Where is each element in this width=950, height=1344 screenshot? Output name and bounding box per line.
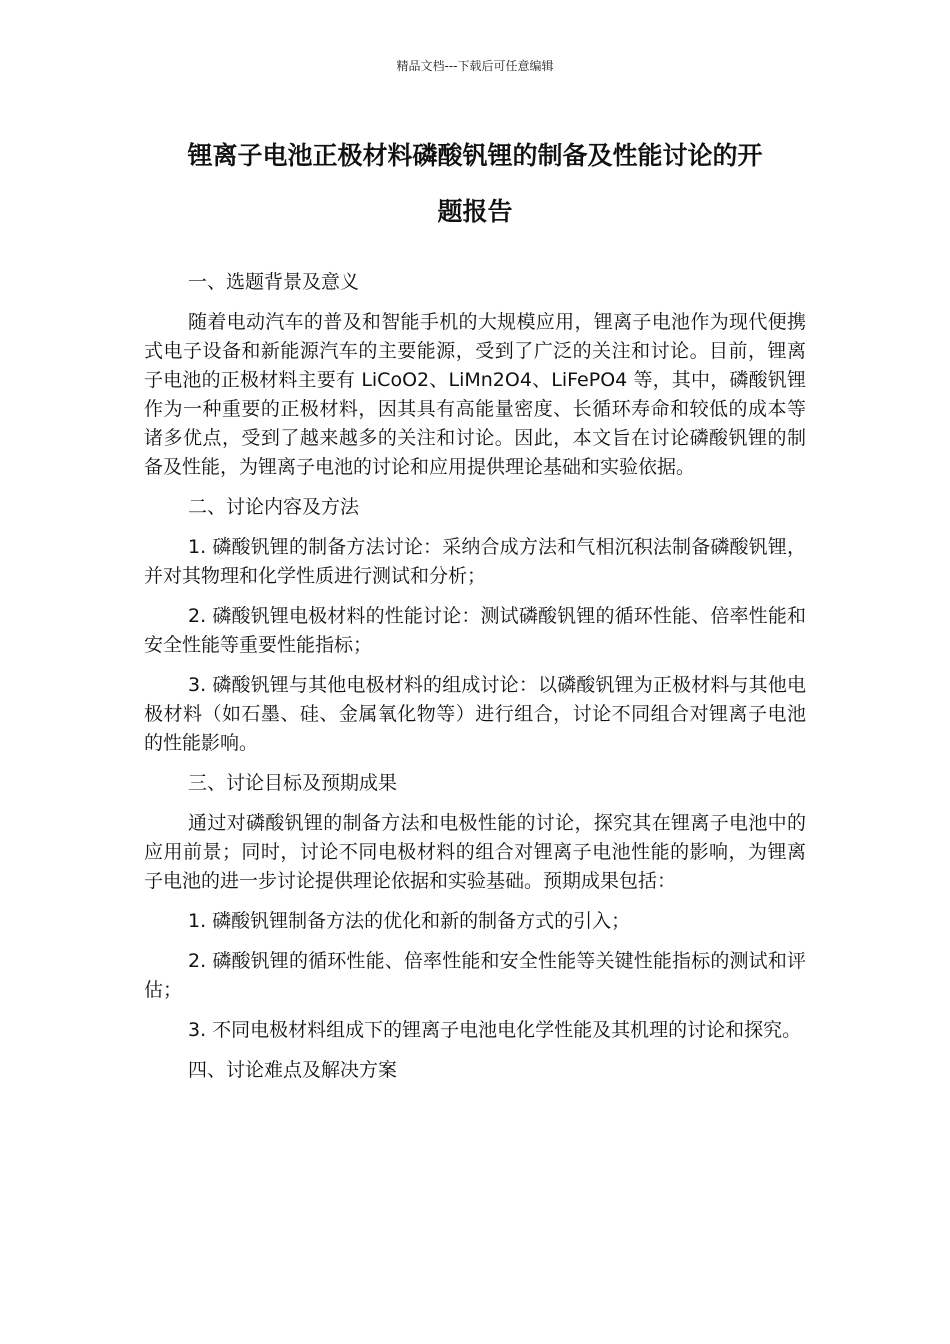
section-heading-goals: 三、讨论目标及预期成果: [188, 772, 398, 794]
section-heading-difficulties: 四、讨论难点及解决方案: [188, 1059, 398, 1081]
document-body: [144, 268, 806, 1096]
list-item-composition: 3. 磷酸钒锂与其他电极材料的组成讨论：以磷酸钒锂为正极材料与其他电极材料（如石墨、硅、金属氧化物等）进行组合，讨论不同组合对锂离子电池的性能影响。: [144, 674, 806, 754]
section-heading-content-methods: 二、讨论内容及方法: [188, 496, 360, 518]
header-note: 精品文档---下载后可任意编辑: [396, 59, 554, 73]
list-item-outcome-3: 3. 不同电极材料组成下的锂离子电池电化学性能及其机理的讨论和探究。: [188, 1019, 802, 1041]
section-heading-background: 一、选题背景及意义: [188, 271, 360, 293]
list-item-outcome-1: 1. 磷酸钒锂制备方法的优化和新的制备方式的引入；: [188, 910, 631, 932]
list-item-performance: 2. 磷酸钒锂电极材料的性能讨论：测试磷酸钒锂的循环性能、倍率性能和安全性能等重要性能指标；: [144, 605, 806, 656]
document-title: [140, 128, 810, 240]
list-item-outcome-2: 2. 磷酸钒锂的循环性能、倍率性能和安全性能等关键性能指标的测试和评估；: [144, 950, 806, 1001]
paragraph-background: 随着电动汽车的普及和智能手机的大规模应用，锂离子电池作为现代便携式电子设备和新能源汽车的主要能源，受到了广泛的关注和讨论。目前，锂离子电池的正极材料主要有 LiCoO2、LiMn2O4、LiFePO4 等，其中，磷酸钒锂作为一种重要的正极材料，因其具有高能量密度、长循环寿命和较低的成本等诸多优点，受到了越来越多的关注和讨论。因此，本文旨在讨论磷酸钒锂的制备及性能，为锂离子电池的讨论和应用提供理论基础和实验依据。: [144, 311, 806, 478]
paragraph-goals: 通过对磷酸钒锂的制备方法和电极性能的讨论，探究其在锂离子电池中的应用前景；同时，讨论不同电极材料的组合对锂离子电池性能的影响，为锂离子电池的进一步讨论提供理论依据和实验基础。预期成果包括：: [144, 812, 806, 892]
title-line-1: 锂离子电池正极材料磷酸钒锂的制备及性能讨论的开: [187, 141, 763, 170]
title-line-2: 题报告: [437, 197, 513, 226]
list-item-preparation: 1. 磷酸钒锂的制备方法讨论：采纳合成方法和气相沉积法制备磷酸钒锂，并对其物理和化学性质进行测试和分析；: [144, 536, 806, 587]
